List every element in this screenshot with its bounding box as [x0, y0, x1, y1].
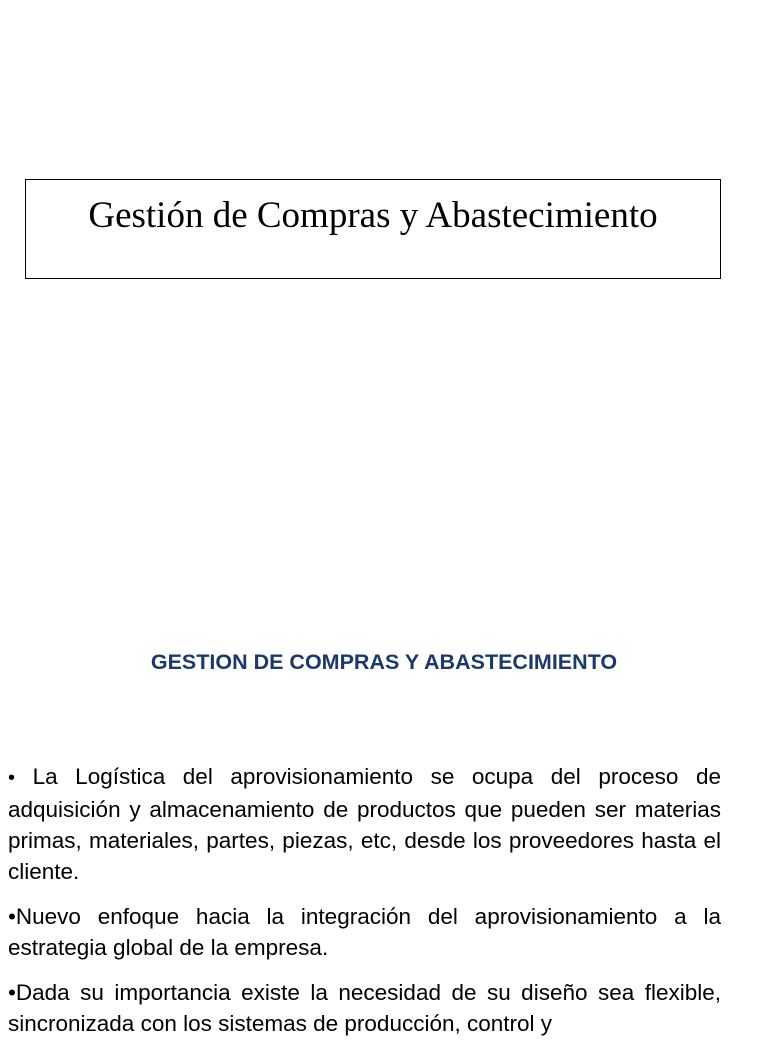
section-heading: GESTION DE COMPRAS Y ABASTECIMIENTO	[150, 650, 618, 674]
page-title: Gestión de Compras y Abastecimiento	[88, 195, 658, 236]
title-box	[25, 179, 721, 279]
bullet-marker: •	[8, 767, 16, 789]
bullet-marker: •	[8, 904, 16, 929]
bullet-item	[8, 761, 721, 887]
slide-content-page	[0, 620, 768, 1036]
bullet-text: La Logística del aprovisionamiento se ocupa del proceso de adquisición y almacenamiento de productos que pueden ser materias primas, materiales, partes, piezas, etc, desde los proveedores hasta el cliente.	[8, 764, 721, 884]
bullet-item	[8, 901, 721, 963]
bullet-text: Nuevo enfoque hacia la integración del aprovisionamiento a la estrategia global de la empresa.	[8, 904, 721, 960]
bullet-marker: •	[8, 980, 16, 1005]
bullet-item	[8, 977, 721, 1039]
bullet-list	[8, 761, 721, 1053]
bullet-text: Dada su importancia existe la necesidad de su diseño sea flexible, sincronizada con los sistemas de producción, control y	[8, 980, 721, 1036]
